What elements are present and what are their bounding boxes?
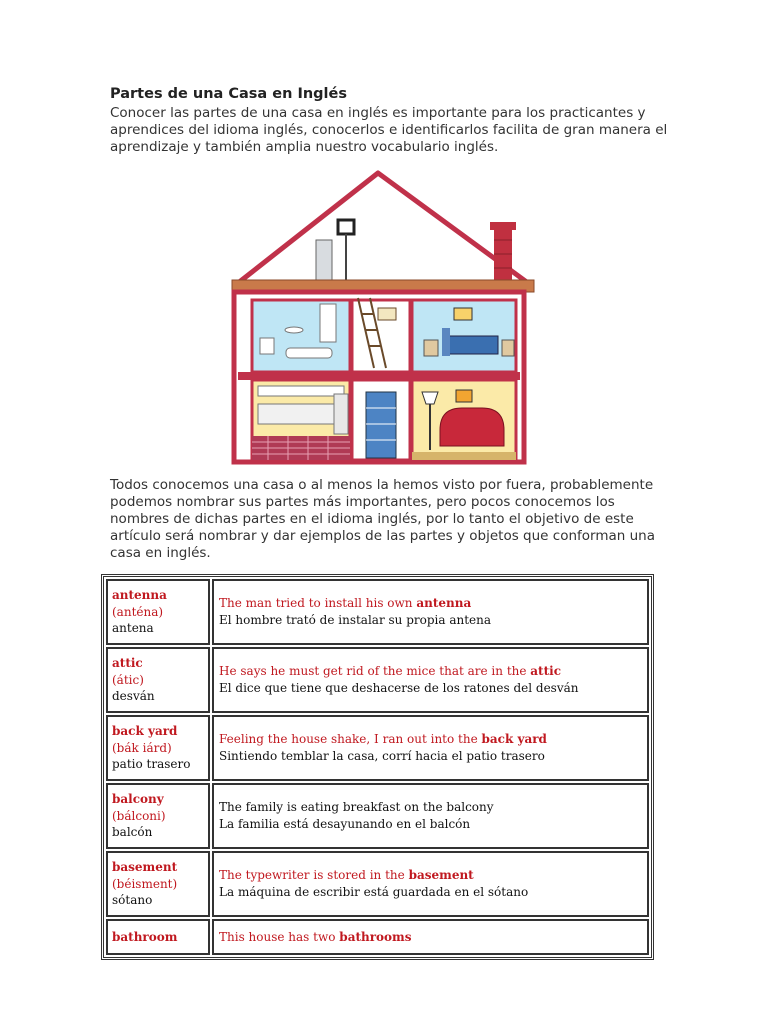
house-illustration [228,168,542,466]
example-english [219,929,642,946]
pronunciation: (bálconi) [112,808,166,823]
word-cell [106,647,210,713]
example-text: The typewriter is stored in the [219,868,409,882]
example-spanish: La familia está desayunando en el balcón [219,817,471,831]
second-paragraph: Todos conocemos una casa o al menos la hemos visto por fuera, probablemente podemos nombrar sus partes más importantes, pero pocos conocemos los nombres de dichas partes en el idioma inglés, por lo tanto el objetivo de este artículo será nombrar y dar ejemplos de las partes y objetos que conforman una casa en inglés. [110,477,655,561]
example-keyword: basement [408,868,474,882]
table-row [106,579,649,645]
example-spanish: El dice que tiene que deshacerse de los ratones del desván [219,681,579,695]
example-cell [212,715,649,781]
pronunciation: (átic) [112,672,144,687]
example-cell [212,851,649,917]
example-spanish: Sintiendo temblar la casa, corrí hacia el patio trasero [219,749,545,763]
spanish-translation: antena [112,621,154,636]
word-cell [106,783,210,849]
english-word: balcony [112,792,164,807]
english-word: antenna [112,588,167,603]
pronunciation: (anténa) [112,604,164,619]
example-english [219,867,642,884]
table-row [106,715,649,781]
word-cell [106,579,210,645]
example-spanish: La máquina de escribir está guardada en el sótano [219,885,529,899]
example-text: This house has two [219,929,340,944]
word-cell [106,919,210,955]
spanish-translation: desván [112,689,155,704]
pronunciation: (béisment) [112,876,178,891]
chimney [494,226,512,280]
page-title: Partes de una Casa en Inglés [110,86,347,102]
example-cell [212,919,649,955]
spanish-translation: balcón [112,825,153,840]
example-text: The family is eating breakfast on the balcony [219,800,494,814]
sofa [440,408,504,446]
example-spanish: El hombre trató de instalar su propia antena [219,613,492,627]
table-row [106,783,649,849]
example-keyword: bathrooms [339,929,412,944]
example-keyword: attic [530,664,562,678]
example-english [219,799,642,816]
roof [238,173,528,283]
word-cell [106,851,210,917]
intro-paragraph: Conocer las partes de una casa en inglés es importante para los practicantes y aprendices del idioma inglés, conocerlos e identificarlos facilita de gran manera el aprendizaje y también amplia nuestro vocabulario inglés. [110,105,668,155]
example-english [219,595,642,612]
table-row [106,919,649,955]
example-english [219,731,642,748]
example-cell [212,579,649,645]
antenna-vent [338,220,354,234]
table-row [106,647,649,713]
word-cell [106,715,210,781]
stairs [366,392,396,458]
example-text: He says he must get rid of the mice that are in the [219,664,531,678]
spanish-translation: patio trasero [112,757,191,772]
spanish-translation: sótano [112,893,153,908]
vocabulary-table [101,574,654,960]
table-row [106,851,649,917]
example-cell [212,783,649,849]
example-text: The man tried to install his own [219,596,417,610]
example-cell [212,647,649,713]
example-english [219,663,642,680]
english-word: attic [112,656,143,671]
example-keyword: back yard [481,732,547,746]
english-word: back yard [112,724,178,739]
english-word: basement [112,860,178,875]
example-text: Feeling the house shake, I ran out into the [219,732,482,746]
example-keyword: antenna [416,596,472,610]
english-word: bathroom [112,929,178,944]
pronunciation: (bák iárd) [112,740,172,755]
